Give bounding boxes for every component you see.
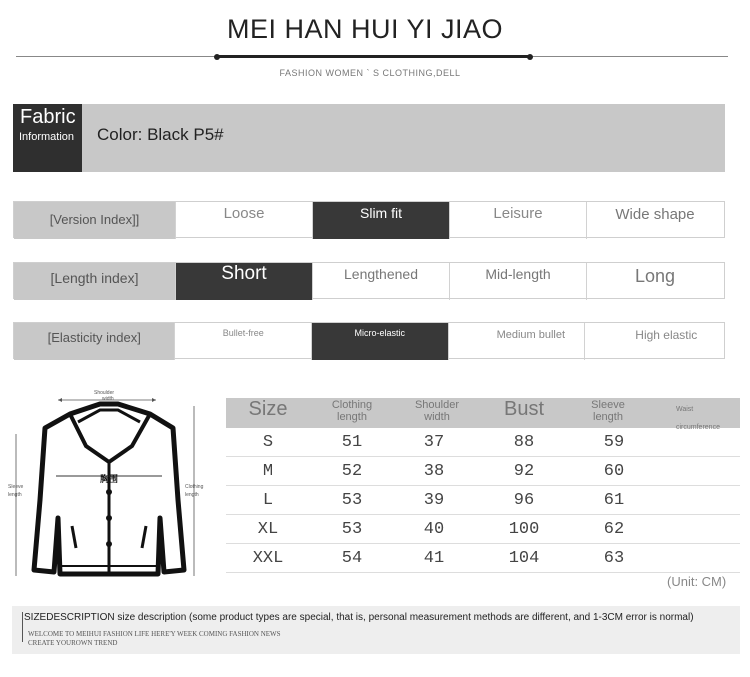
- elasticity-index-row: [13, 322, 725, 359]
- length-index-label: [Length index]: [14, 263, 175, 300]
- fabric-color-label: Color: Black P5#: [97, 125, 224, 144]
- measurement-cell: 60: [603, 462, 625, 481]
- elasticity-index-label: [Elasticity index]: [14, 323, 174, 360]
- measurement-cell: 51: [341, 433, 363, 452]
- header-size: Size: [248, 398, 288, 420]
- version-index-row: [13, 201, 725, 238]
- measurement-cell: 37: [423, 433, 445, 452]
- header-shoulder-width: Shoulder width: [414, 399, 460, 423]
- version-option-wide-shape: Wide shape: [586, 202, 723, 239]
- sleeve-length-label-2: length: [8, 492, 22, 498]
- header-rule-accent: [218, 55, 530, 58]
- measurement-cell: 63: [603, 549, 625, 568]
- version-option-leisure: Leisure: [449, 202, 586, 239]
- size-cell: S: [262, 433, 274, 452]
- clothing-length-label-2: length: [185, 492, 199, 498]
- arrow-head: [58, 398, 62, 402]
- version-option-loose: Loose: [175, 202, 312, 239]
- fashion-tagline-2: CREATE YOUROWN TREND: [28, 639, 118, 647]
- unit-label: (Unit: CM): [667, 574, 727, 589]
- table-row-divider: [226, 456, 740, 457]
- bust-label: 胸围: [100, 475, 119, 485]
- measurement-cell: 40: [423, 520, 445, 539]
- header-waist-circumference: Waist circumference: [676, 406, 720, 431]
- size-cell: M: [262, 462, 274, 481]
- measurement-cell: 52: [341, 462, 363, 481]
- size-table-header: [226, 398, 740, 428]
- measurement-cell: 92: [513, 462, 535, 481]
- size-cell: XXL: [252, 549, 284, 568]
- measurement-cell: 53: [341, 520, 363, 539]
- length-option-long: Long: [586, 263, 723, 300]
- jacket-measurement-diagram: [8, 388, 218, 588]
- table-row-divider: [226, 572, 740, 573]
- fabric-title: Fabric: [20, 106, 76, 128]
- size-description: SIZEDESCRIPTION size description (some product types are special, that is, personal measurement methods are different, and 1-3CM error is normal): [24, 612, 694, 623]
- size-cell: L: [262, 491, 274, 510]
- measurement-cell: 96: [513, 491, 535, 510]
- length-index-row: [13, 262, 725, 299]
- length-option-short: Short: [175, 263, 312, 300]
- brand-subtitle: FASHION WOMEN ` S CLOTHING,DELL: [279, 68, 461, 78]
- table-row-divider: [226, 514, 740, 515]
- elasticity-option-high-elastic: High elastic: [584, 323, 724, 360]
- measurement-cell: 61: [603, 491, 625, 510]
- measurement-cell: 54: [341, 549, 363, 568]
- jacket-button: [106, 515, 112, 521]
- elasticity-option-bullet-free: Bullet-free: [174, 323, 311, 360]
- measurement-cell: 53: [341, 491, 363, 510]
- header-sleeve-length: Sleeve length: [591, 399, 625, 423]
- sleeve-length-label-1: Sleeve: [8, 484, 24, 490]
- elasticity-option-medium-bullet: Medium bullet: [448, 323, 585, 360]
- shoulder-width-label-1: Shoulder: [94, 390, 115, 396]
- jacket-button: [106, 489, 112, 495]
- measurement-cell: 41: [423, 549, 445, 568]
- brand-title: MEI HAN HUI YI JIAO: [226, 14, 504, 44]
- table-row-divider: [226, 543, 740, 544]
- rule-dot-right: [527, 54, 533, 60]
- footer-rule: [22, 612, 23, 642]
- measurement-cell: 88: [513, 433, 535, 452]
- table-row-divider: [226, 485, 740, 486]
- measurement-cell: 38: [423, 462, 445, 481]
- header-bust: Bust: [503, 398, 545, 420]
- measurement-cell: 104: [508, 549, 540, 568]
- measurement-cell: 62: [603, 520, 625, 539]
- length-option-lengthened: Lengthened: [312, 263, 449, 300]
- size-cell: XL: [257, 520, 279, 539]
- header-clothing-length: Clothing length: [331, 399, 373, 423]
- measurement-cell: 59: [603, 433, 625, 452]
- measurement-cell: 100: [508, 520, 540, 539]
- fashion-tagline-1: WELCOME TO MEIHUI FASHION LIFE HERE'Y WEEK COMING FASHION NEWS: [28, 630, 281, 638]
- rule-dot-left: [214, 54, 220, 60]
- version-option-slim-fit: Slim fit: [312, 202, 449, 239]
- arrow-head: [152, 398, 156, 402]
- fabric-subtitle: Information: [19, 131, 75, 143]
- shoulder-width-label-2: width: [102, 396, 114, 402]
- elasticity-option-micro-elastic: Micro-elastic: [311, 323, 448, 360]
- version-index-label: [Version Index]]: [14, 202, 175, 239]
- length-option-mid-length: Mid-length: [449, 263, 586, 300]
- jacket-button: [106, 541, 112, 547]
- clothing-length-label-1: Clothing: [185, 484, 204, 490]
- measurement-cell: 39: [423, 491, 445, 510]
